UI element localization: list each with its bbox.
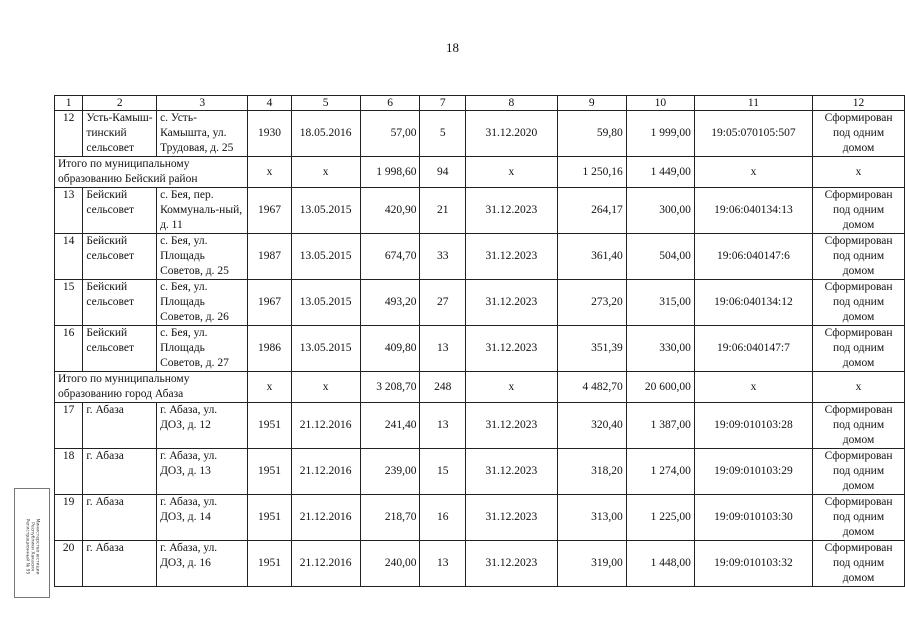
land-area-cell: 1 250,16 bbox=[557, 157, 626, 188]
row-number-cell: 18 bbox=[55, 449, 83, 495]
land-area-cell: 319,00 bbox=[557, 541, 626, 587]
row-number-cell: 16 bbox=[55, 326, 83, 372]
stamp-line: Республики Хакасия bbox=[29, 522, 35, 571]
residents-cell: 27 bbox=[420, 280, 466, 326]
land-area-cell: 59,80 bbox=[557, 111, 626, 157]
residents-cell: 13 bbox=[420, 403, 466, 449]
date-cell: 21.12.2016 bbox=[291, 495, 360, 541]
header-cell: 5 bbox=[291, 96, 360, 111]
cadastral-number-cell: x bbox=[694, 157, 812, 188]
year-built-cell: x bbox=[248, 157, 291, 188]
year-built-cell: 1987 bbox=[248, 234, 291, 280]
residents-cell: 94 bbox=[420, 157, 466, 188]
area-cell: 241,40 bbox=[360, 403, 420, 449]
row-number-cell: 14 bbox=[55, 234, 83, 280]
residents-cell: 21 bbox=[420, 188, 466, 234]
date-cell: 13.05.2015 bbox=[291, 188, 360, 234]
year-built-cell: 1986 bbox=[248, 326, 291, 372]
stamp-text bbox=[25, 494, 40, 599]
date-cell: 13.05.2015 bbox=[291, 280, 360, 326]
date-cell: 21.12.2016 bbox=[291, 541, 360, 587]
area-cell: 493,20 bbox=[360, 280, 420, 326]
area-cell: 674,70 bbox=[360, 234, 420, 280]
registration-stamp bbox=[14, 488, 50, 598]
year-built-cell: x bbox=[248, 372, 291, 403]
cost-cell: 1 449,00 bbox=[626, 157, 694, 188]
table-row bbox=[55, 234, 905, 280]
cost-cell: 330,00 bbox=[626, 326, 694, 372]
cost-cell: 1 387,00 bbox=[626, 403, 694, 449]
cost-cell: 1 448,00 bbox=[626, 541, 694, 587]
row-number-cell: 20 bbox=[55, 541, 83, 587]
area-cell: 409,80 bbox=[360, 326, 420, 372]
header-cell: 1 bbox=[55, 96, 83, 111]
status-cell: Сформирован под одним домом bbox=[813, 280, 905, 326]
deadline-cell: 31.12.2023 bbox=[466, 280, 558, 326]
cost-cell: 300,00 bbox=[626, 188, 694, 234]
status-cell: Сформирован под одним домом bbox=[813, 188, 905, 234]
cadastral-number-cell: x bbox=[694, 372, 812, 403]
table-row bbox=[55, 280, 905, 326]
residents-cell: 16 bbox=[420, 495, 466, 541]
residents-cell: 248 bbox=[420, 372, 466, 403]
residents-cell: 13 bbox=[420, 541, 466, 587]
register-table bbox=[54, 95, 905, 587]
stamp-line: Министерство юстиции bbox=[34, 518, 40, 575]
status-cell: Сформирован под одним домом bbox=[813, 111, 905, 157]
residents-cell: 13 bbox=[420, 326, 466, 372]
area-cell: 3 208,70 bbox=[360, 372, 420, 403]
date-cell: 13.05.2015 bbox=[291, 326, 360, 372]
status-cell: x bbox=[813, 372, 905, 403]
cadastral-number-cell: 19:06:040134:12 bbox=[694, 280, 812, 326]
cadastral-number-cell: 19:05:070105:507 bbox=[694, 111, 812, 157]
row-number-cell: 19 bbox=[55, 495, 83, 541]
status-cell: Сформирован под одним домом bbox=[813, 449, 905, 495]
total-label-cell: Итого по муниципальному образованию город Абаза bbox=[55, 372, 248, 403]
deadline-cell: 31.12.2023 bbox=[466, 188, 558, 234]
year-built-cell: 1951 bbox=[248, 403, 291, 449]
cost-cell: 504,00 bbox=[626, 234, 694, 280]
date-cell: 13.05.2015 bbox=[291, 234, 360, 280]
year-built-cell: 1951 bbox=[248, 541, 291, 587]
year-built-cell: 1951 bbox=[248, 449, 291, 495]
residents-cell: 15 bbox=[420, 449, 466, 495]
area-cell: 218,70 bbox=[360, 495, 420, 541]
total-row bbox=[55, 372, 905, 403]
municipality-cell: Бейский сельсовет bbox=[83, 280, 157, 326]
cost-cell: 1 999,00 bbox=[626, 111, 694, 157]
cost-cell: 20 600,00 bbox=[626, 372, 694, 403]
year-built-cell: 1967 bbox=[248, 280, 291, 326]
residents-cell: 33 bbox=[420, 234, 466, 280]
table-row bbox=[55, 495, 905, 541]
land-area-cell: 313,00 bbox=[557, 495, 626, 541]
deadline-cell: 31.12.2023 bbox=[466, 449, 558, 495]
deadline-cell: 31.12.2023 bbox=[466, 541, 558, 587]
date-cell: 21.12.2016 bbox=[291, 403, 360, 449]
cost-cell: 315,00 bbox=[626, 280, 694, 326]
address-cell: с. Бея, ул. Площадь Советов, д. 27 bbox=[157, 326, 248, 372]
cadastral-number-cell: 19:09:010103:30 bbox=[694, 495, 812, 541]
municipality-cell: г. Абаза bbox=[83, 495, 157, 541]
municipality-cell: Усть-Камыш-тинский сельсовет bbox=[83, 111, 157, 157]
cadastral-number-cell: 19:06:040147:7 bbox=[694, 326, 812, 372]
deadline-cell: x bbox=[466, 157, 558, 188]
address-cell: г. Абаза, ул. ДОЗ, д. 14 bbox=[157, 495, 248, 541]
address-cell: г. Абаза, ул. ДОЗ, д. 13 bbox=[157, 449, 248, 495]
stamp-line: Регистрационный № 95 bbox=[24, 518, 30, 575]
header-cell: 4 bbox=[248, 96, 291, 111]
deadline-cell: x bbox=[466, 372, 558, 403]
address-cell: с. Усть-Камышта, ул. Трудовая, д. 25 bbox=[157, 111, 248, 157]
row-number-cell: 12 bbox=[55, 111, 83, 157]
municipality-cell: Бейский сельсовет bbox=[83, 326, 157, 372]
area-cell: 240,00 bbox=[360, 541, 420, 587]
table-row bbox=[55, 541, 905, 587]
header-cell: 12 bbox=[813, 96, 905, 111]
municipality-cell: г. Абаза bbox=[83, 403, 157, 449]
header-cell: 11 bbox=[694, 96, 812, 111]
row-number-cell: 17 bbox=[55, 403, 83, 449]
page-number: 18 bbox=[446, 40, 459, 55]
header-cell: 3 bbox=[157, 96, 248, 111]
address-cell: с. Бея, ул. Площадь Советов, д. 26 bbox=[157, 280, 248, 326]
header-cell: 8 bbox=[466, 96, 558, 111]
land-area-cell: 273,20 bbox=[557, 280, 626, 326]
municipality-cell: г. Абаза bbox=[83, 541, 157, 587]
status-cell: Сформирован под одним домом bbox=[813, 234, 905, 280]
land-area-cell: 351,39 bbox=[557, 326, 626, 372]
row-number-cell: 15 bbox=[55, 280, 83, 326]
status-cell: Сформирован под одним домом bbox=[813, 326, 905, 372]
municipality-cell: г. Абаза bbox=[83, 449, 157, 495]
land-area-cell: 320,40 bbox=[557, 403, 626, 449]
cadastral-number-cell: 19:06:040134:13 bbox=[694, 188, 812, 234]
address-cell: г. Абаза, ул. ДОЗ, д. 12 bbox=[157, 403, 248, 449]
header-cell: 7 bbox=[420, 96, 466, 111]
header-row bbox=[55, 96, 905, 111]
table-row bbox=[55, 111, 905, 157]
municipality-cell: Бейский сельсовет bbox=[83, 234, 157, 280]
status-cell: Сформирован под одним домом bbox=[813, 541, 905, 587]
total-row bbox=[55, 157, 905, 188]
date-cell: 21.12.2016 bbox=[291, 449, 360, 495]
land-area-cell: 361,40 bbox=[557, 234, 626, 280]
deadline-cell: 31.12.2023 bbox=[466, 403, 558, 449]
municipality-cell: Бейский сельсовет bbox=[83, 188, 157, 234]
status-cell: x bbox=[813, 157, 905, 188]
land-area-cell: 264,17 bbox=[557, 188, 626, 234]
status-cell: Сформирован под одним домом bbox=[813, 495, 905, 541]
land-area-cell: 4 482,70 bbox=[557, 372, 626, 403]
deadline-cell: 31.12.2020 bbox=[466, 111, 558, 157]
cost-cell: 1 225,00 bbox=[626, 495, 694, 541]
area-cell: 1 998,60 bbox=[360, 157, 420, 188]
area-cell: 420,90 bbox=[360, 188, 420, 234]
year-built-cell: 1951 bbox=[248, 495, 291, 541]
header-cell: 10 bbox=[626, 96, 694, 111]
area-cell: 57,00 bbox=[360, 111, 420, 157]
header-cell: 6 bbox=[360, 96, 420, 111]
address-cell: г. Абаза, ул. ДОЗ, д. 16 bbox=[157, 541, 248, 587]
header-cell: 2 bbox=[83, 96, 157, 111]
year-built-cell: 1967 bbox=[248, 188, 291, 234]
table-row bbox=[55, 326, 905, 372]
deadline-cell: 31.12.2023 bbox=[466, 326, 558, 372]
cadastral-number-cell: 19:09:010103:32 bbox=[694, 541, 812, 587]
total-label-cell: Итого по муниципальному образованию Бейский район bbox=[55, 157, 248, 188]
area-cell: 239,00 bbox=[360, 449, 420, 495]
cadastral-number-cell: 19:09:010103:28 bbox=[694, 403, 812, 449]
cost-cell: 1 274,00 bbox=[626, 449, 694, 495]
table-row bbox=[55, 188, 905, 234]
table-row bbox=[55, 403, 905, 449]
table-row bbox=[55, 449, 905, 495]
residents-cell: 5 bbox=[420, 111, 466, 157]
deadline-cell: 31.12.2023 bbox=[466, 495, 558, 541]
date-cell: x bbox=[291, 157, 360, 188]
row-number-cell: 13 bbox=[55, 188, 83, 234]
deadline-cell: 31.12.2023 bbox=[466, 234, 558, 280]
header-cell: 9 bbox=[557, 96, 626, 111]
status-cell: Сформирован под одним домом bbox=[813, 403, 905, 449]
year-built-cell: 1930 bbox=[248, 111, 291, 157]
land-area-cell: 318,20 bbox=[557, 449, 626, 495]
date-cell: 18.05.2016 bbox=[291, 111, 360, 157]
address-cell: с. Бея, ул. Площадь Советов, д. 25 bbox=[157, 234, 248, 280]
cadastral-number-cell: 19:06:040147:6 bbox=[694, 234, 812, 280]
address-cell: с. Бея, пер. Коммуналь-ный, д. 11 bbox=[157, 188, 248, 234]
cadastral-number-cell: 19:09:010103:29 bbox=[694, 449, 812, 495]
date-cell: x bbox=[291, 372, 360, 403]
